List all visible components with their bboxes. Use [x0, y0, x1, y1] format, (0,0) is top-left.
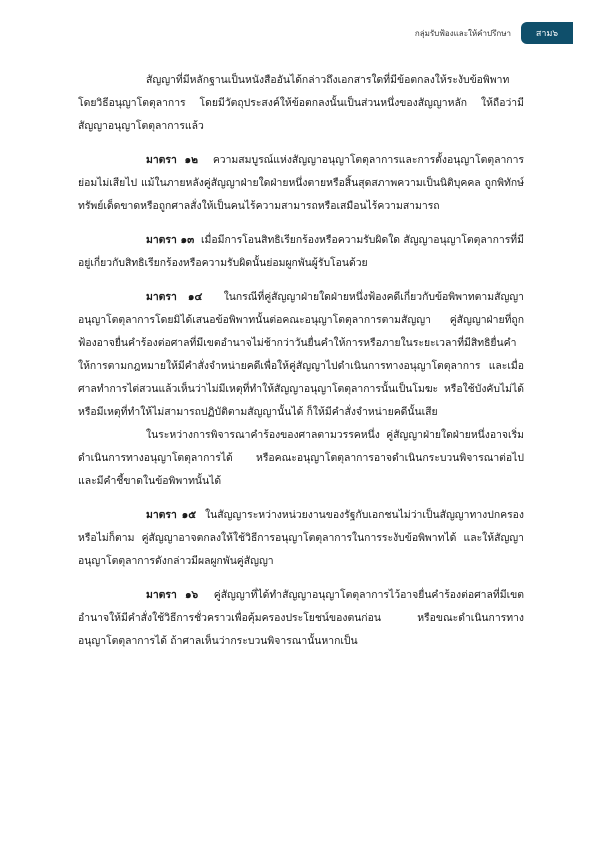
paragraph-text: คู่สัญญาที่ได้ทำสัญญาอนุญาโตตุลาการไว้อาจยื่นคำร้องต่อศาลที่มีเขตอำนาจให้มีคำสั่งใช้วิธีการชั่วคราวเพื่อคุ้มครองประโยชน์ของตนก่อน หรือขณะดำเนินการทางอนุญาโตตุลาการได้ ถ้าศาลเห็นว่ากระบวนพิจารณานั้นหากเป็น: [78, 589, 524, 647]
section-label: มาตรา ๑๕: [146, 509, 197, 521]
paragraph: [78, 149, 524, 218]
paragraph: [78, 69, 524, 138]
section-label: มาตรา ๑๔: [146, 291, 203, 303]
paragraph-text: ในกรณีที่คู่สัญญาฝ่ายใดฝ่ายหนึ่งฟ้องคดีเกี่ยวกับข้อพิพาทตามสัญญาอนุญาโตตุลาการโดยมิได้เสนอข้อพิพาทนั้นต่อคณะอนุญาโตตุลาการตามสัญญา คู่สัญญาฝ่ายที่ถูกฟ้องอาจยื่นคำร้องต่อศาลที่มีเขตอำนาจไม่ช้ากว่าวันยื่นคำให้การหรือภายในระยะเวลาที่มีสิทธิยื่นคำให้การตามกฎหมายให้มีคำสั่งจำหน่ายคดีเพื่อให้คู่สัญญาไปดำเนินการทางอนุญาโตตุลาการ และเมื่อศาลทำการไต่สวนแล้วเห็นว่าไม่มีเหตุที่ทำให้สัญญาอนุญาโตตุลาการนั้นเป็นโมฆะ หรือใช้บังคับไม่ได้ หรือมีเหตุที่ทำให้ไม่สามารถปฏิบัติตามสัญญานั้นได้ ก็ให้มีคำสั่งจำหน่ายคดีนั้นเสีย: [78, 291, 524, 418]
document-body: [78, 69, 524, 653]
paragraph-text: เมื่อมีการโอนสิทธิเรียกร้องหรือความรับผิดใด สัญญาอนุญาโตตุลาการที่มีอยู่เกี่ยวกับสิทธิเรียกร้องหรือความรับผิดนั้นย่อมผูกพันผู้รับโอนด้วย: [78, 234, 524, 269]
paragraph-text: ในระหว่างการพิจารณาคำร้องของศาลตามวรรคหนึ่ง คู่สัญญาฝ่ายใดฝ่ายหนึ่งอาจเริ่มดำเนินการทางอนุญาโตตุลาการได้ หรือคณะอนุญาโตตุลาการอาจดำเนินกระบวนพิจารณาต่อไป และมีคำชี้ขาดในข้อพิพาทนั้นได้: [78, 429, 524, 487]
paragraph-text: ในสัญญาระหว่างหน่วยงานของรัฐกับเอกชนไม่ว่าเป็นสัญญาทางปกครองหรือไม่ก็ตาม คู่สัญญาอาจตกลงให้ใช้วิธีการอนุญาโตตุลาการในการระงับข้อพิพาทได้ และให้สัญญาอนุญาโตตุลาการดังกล่าวมีผลผูกพันคู่สัญญา: [78, 509, 524, 567]
paragraph: [78, 504, 524, 573]
paragraph: [78, 424, 524, 493]
paragraph-text: ความสมบูรณ์แห่งสัญญาอนุญาโตตุลาการและการตั้งอนุญาโตตุลาการย่อมไม่เสียไป แม้ในภายหลังคู่สัญญาฝ่ายใดฝ่ายหนึ่งตายหรือสิ้นสุดสภาพความเป็นนิติบุคคล ถูกพิทักษ์ทรัพย์เด็ดขาดหรือถูกศาลสั่งให้เป็นคนไร้ความสามารถหรือเสมือนไร้ความสามารถ: [78, 154, 524, 212]
page-number-badge: สาม๖: [521, 22, 573, 44]
section-label: มาตรา ๑๖: [146, 589, 199, 601]
page-header: [415, 20, 573, 46]
paragraph-text: สัญญาที่มีหลักฐานเป็นหนังสืออันได้กล่าวถึงเอกสารใดที่มีข้อตกลงให้ระงับข้อพิพาทโดยวิธีอนุญาโตตุลาการ โดยมีวัตถุประสงค์ให้ข้อตกลงนั้นเป็นส่วนหนึ่งของสัญญาหลัก ให้ถือว่ามีสัญญาอนุญาโตตุลาการแล้ว: [78, 74, 524, 132]
section-label: มาตรา ๑๒: [146, 154, 199, 166]
header-label: กลุ่มรับฟ้องและให้คำปรึกษา: [414, 28, 511, 38]
paragraph: [78, 229, 524, 275]
paragraph: [78, 286, 524, 424]
paragraph: [78, 584, 524, 653]
section-label: มาตรา ๑๓: [146, 234, 195, 246]
